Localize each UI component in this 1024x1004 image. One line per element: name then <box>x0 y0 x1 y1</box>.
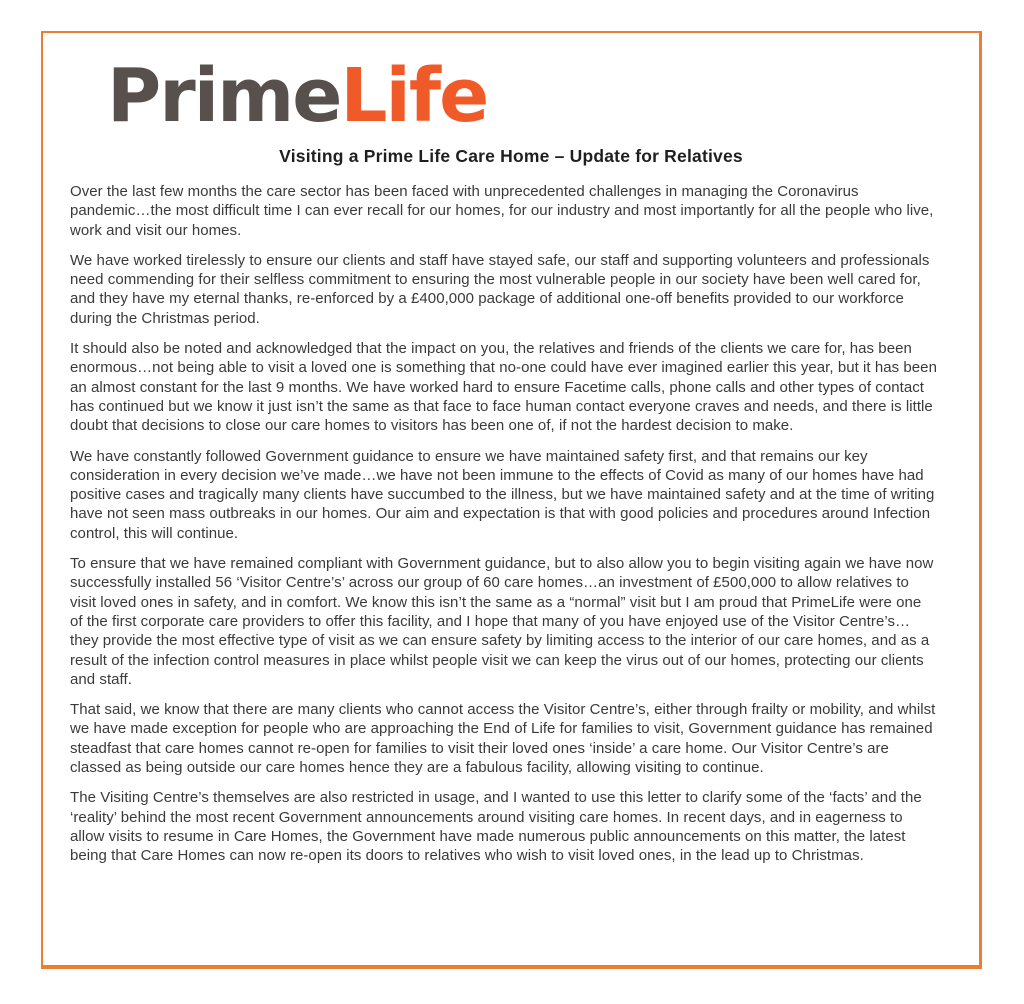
letter-page-border <box>41 31 982 969</box>
paragraph-government-guidance: We have constantly followed Government guidance to ensure we have maintained safety first, and that remains our key consideration in every decision we’ve made…we have not been immune to the effects of Covid as many of our homes have had positive cases and tragically many clients have succumbed to the illness, but we have maintained safety and at the time of writing have not seen mass outbreaks in our homes. Our aim and expectation is that with good policies and procedures around Infection control, this will continue. <box>70 447 935 542</box>
paragraph-visiting-clarification: The Visiting Centre’s themselves are also restricted in usage, and I wanted to use this letter to clarify some of the ‘facts’ and the ‘reality’ behind the most recent Government announcements around visiting care homes. In recent days, and in eagerness to allow visits to resume in Care Homes, the Government have made numerous public announcements on this matter, the latest being that Care Homes can now re-open its doors to relatives who wish to visit loved ones, in the lead up to Christmas. <box>70 789 922 865</box>
logo-text-life: Life <box>340 53 488 139</box>
paragraph-visitor-centre-limits: That said, we know that there are many clients who cannot access the Visitor Centre’s, either through frailty or mobility, and whilst we have made exception for people who are approaching the End of Life for families to visit, Government guidance has remained steadfast that care homes cannot re-open for families to visit their loved ones ‘inside’ a care home. Our Visitor Centre’s are classed as being outside our care homes hence they are a fabulous facility, allowing visiting to continue. <box>70 701 936 777</box>
primelife-logo <box>107 53 488 139</box>
paragraph-impact-on-relatives: It should also be noted and acknowledged that the impact on you, the relatives and friends of the clients we care for, has been enormous…not being able to visit a loved one is something that no-one could have ever imagined earlier this year, but it has been an almost constant for the last 9 months. We have worked hard to ensure Facetime calls, phone calls and other types of contact has continued but we know it just isn’t the same as that face to face human contact everyone craves and needs, and there is little doubt that decisions to close our care homes to visitors has been one of, if not the hardest decision to make. <box>70 340 937 435</box>
paragraph-staff-thanks: We have worked tirelessly to ensure our clients and staff have stayed safe, our staff and supporting volunteers and professionals need commending for their selfless commitment to ensuring the most vulnerable people in our society have been well cared for, and they have my eternal thanks, re-enforced by a £400,000 package of additional one-off benefits provided to our workforce during the Christmas period. <box>70 251 930 327</box>
logo-text-prime: Prime <box>107 53 341 139</box>
paragraph-intro: Over the last few months the care sector has been faced with unprecedented challenges in managing the Coronavirus pandemic…the most difficult time I can ever recall for our homes, for our industry and most importantly for all the people who live, work and visit our homes. <box>70 183 934 239</box>
paragraph-visitor-centres: To ensure that we have remained compliant with Government guidance, but to also allow you to begin visiting again we have now successfully installed 56 ‘Visitor Centre’s’ across our group of 60 care homes…an investment of £500,000 to allow relatives to visit loved ones in safety, and in comfort. We know this isn’t the same as a “normal” visit but I am proud that PrimeLife were one of the first corporate care providers to offer this facility, and I hope that many of you have enjoyed use of the Visitor Centre’s…they provide the most effective type of visit as we can ensure safety by limiting access to the interior of our care homes, and as a result of the infection control measures in place whilst people visit we can keep the virus out of our homes, protecting our clients and staff. <box>70 555 934 688</box>
document-title: Visiting a Prime Life Care Home – Update for Relatives <box>279 146 743 166</box>
letter-body <box>70 182 938 877</box>
